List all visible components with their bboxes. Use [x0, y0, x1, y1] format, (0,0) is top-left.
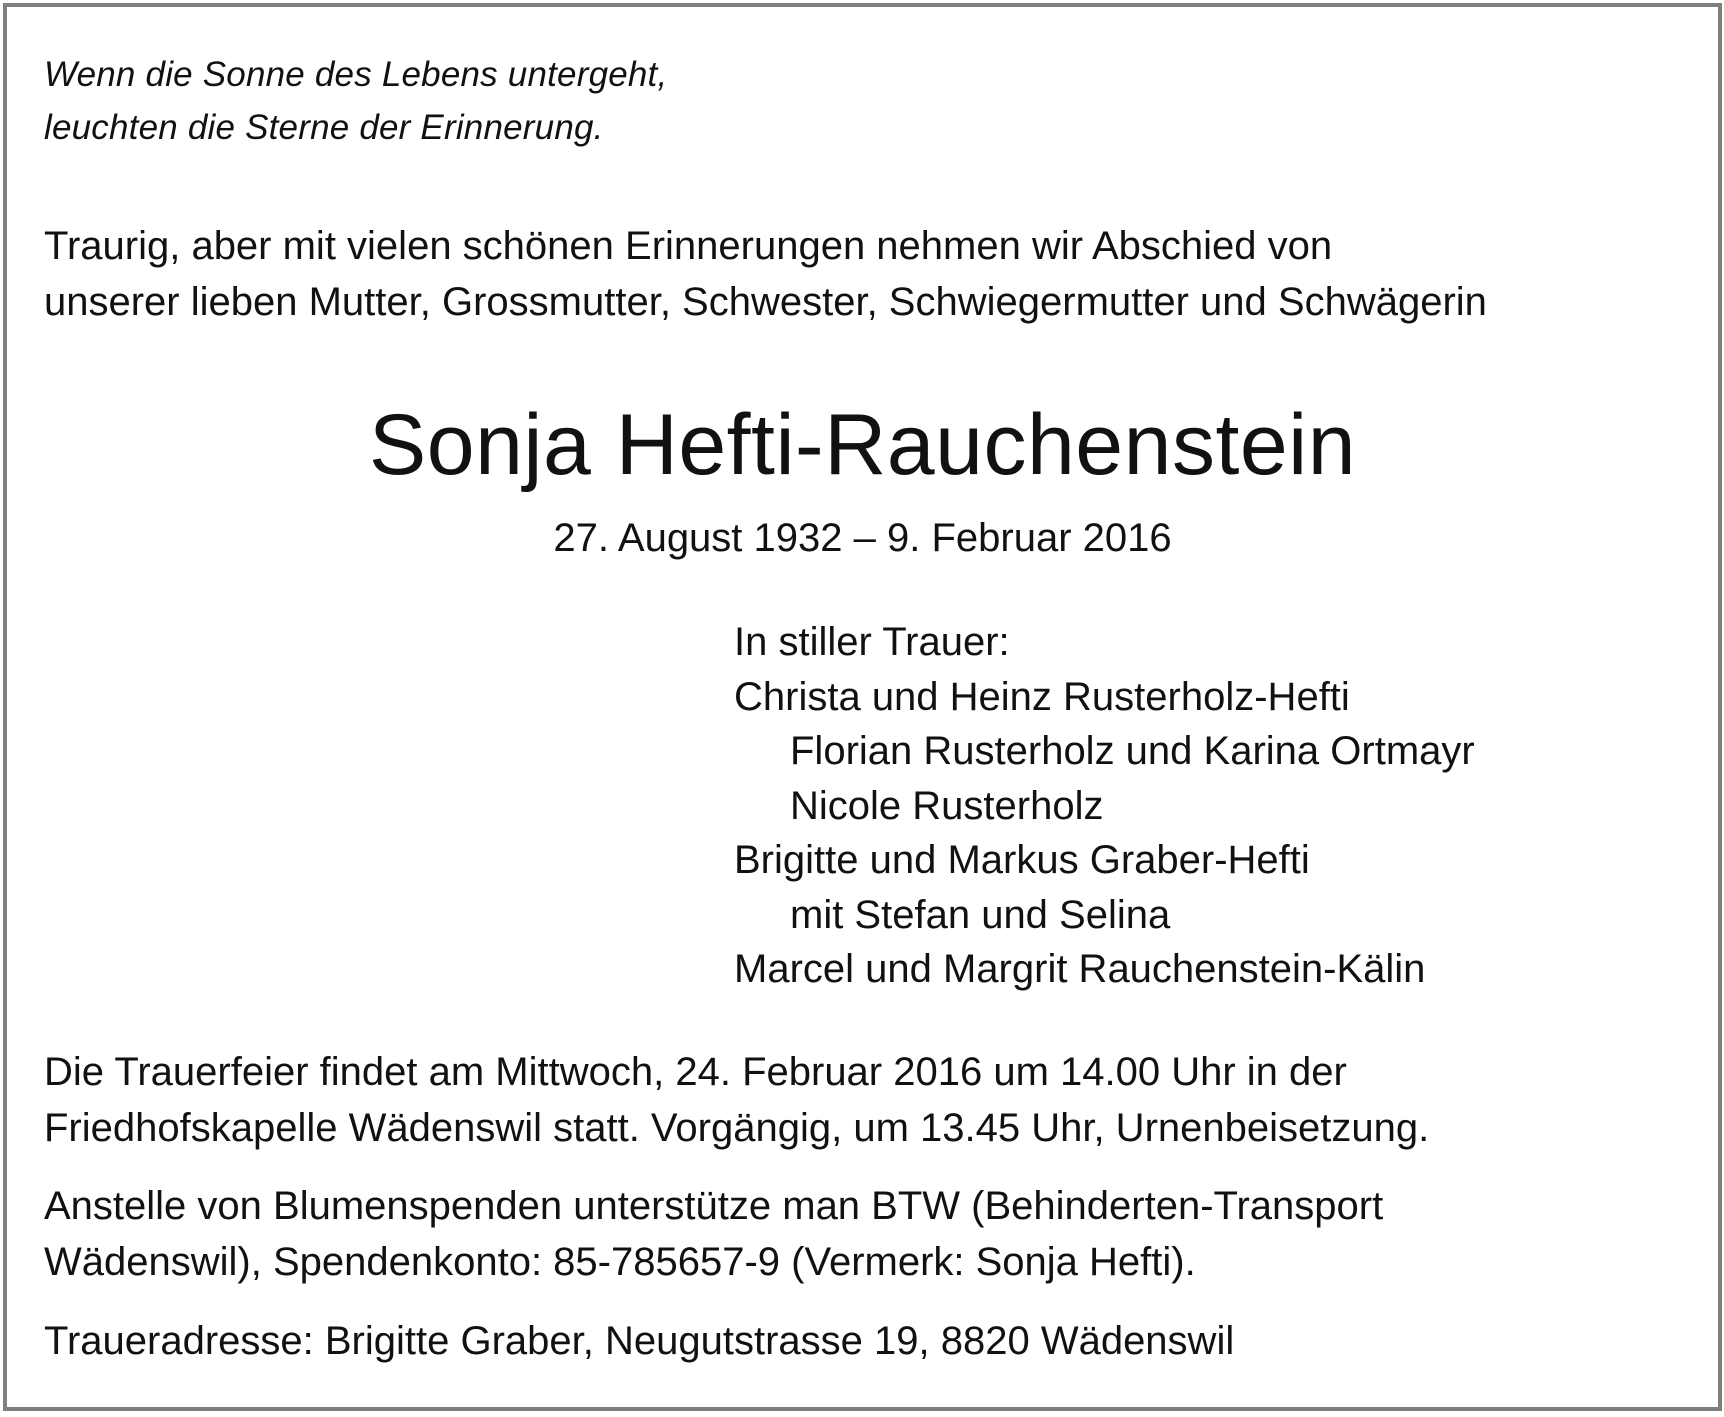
mourning-address: Traueradresse: Brigitte Graber, Neugutstrasse 19, 8820 Wädenswil — [44, 1319, 1235, 1363]
ceremony-line: Die Trauerfeier findet am Mittwoch, 24. Februar 2016 um 14.00 Uhr in der — [44, 1050, 1347, 1094]
mourner-line: Christa und Heinz Rusterholz-Hefti — [734, 674, 1350, 719]
obituary-notice — [3, 3, 1722, 1411]
life-dates: 27. August 1932 – 9. Februar 2016 — [553, 516, 1172, 560]
mourner-line: Marcel und Margrit Rauchenstein-Kälin — [734, 947, 1426, 991]
motto-quote — [44, 48, 667, 154]
mourners-heading: In stiller Trauer: — [734, 620, 1010, 664]
mourner-line: mit Stefan und Selina — [790, 892, 1171, 937]
intro-text — [44, 218, 1487, 330]
motto-line: leuchten die Sterne der Erinnerung. — [44, 108, 604, 147]
donation-line: Anstelle von Blumenspenden unterstütze man BTW (Behinderten-Transport — [44, 1184, 1384, 1228]
mourner-line: Brigitte und Markus Graber-Hefti — [734, 838, 1310, 882]
donation-info — [44, 1178, 1383, 1290]
intro-line: Traurig, aber mit vielen schönen Erinnerungen nehmen wir Abschied von — [44, 224, 1333, 268]
motto-line: Wenn die Sonne des Lebens untergeht, — [44, 55, 668, 94]
mourner-line: Florian Rusterholz und Karina Ortmayr — [790, 729, 1475, 773]
intro-line: unserer lieben Mutter, Grossmutter, Schwester, Schwiegermutter und Schwägerin — [44, 280, 1487, 324]
notice-content — [44, 7, 1681, 1407]
deceased-name: Sonja Hefti-Rauchenstein — [368, 397, 1357, 493]
ceremony-info — [44, 1044, 1429, 1156]
ceremony-line: Friedhofskapelle Wädenswil statt. Vorgängig, um 13.45 Uhr, Urnenbeisetzung. — [44, 1106, 1430, 1150]
mourners-list — [734, 615, 1475, 997]
donation-line: Wädenswil), Spendenkonto: 85-785657-9 (Vermerk: Sonja Hefti). — [44, 1240, 1196, 1284]
mourner-line: Nicole Rusterholz — [790, 783, 1104, 828]
